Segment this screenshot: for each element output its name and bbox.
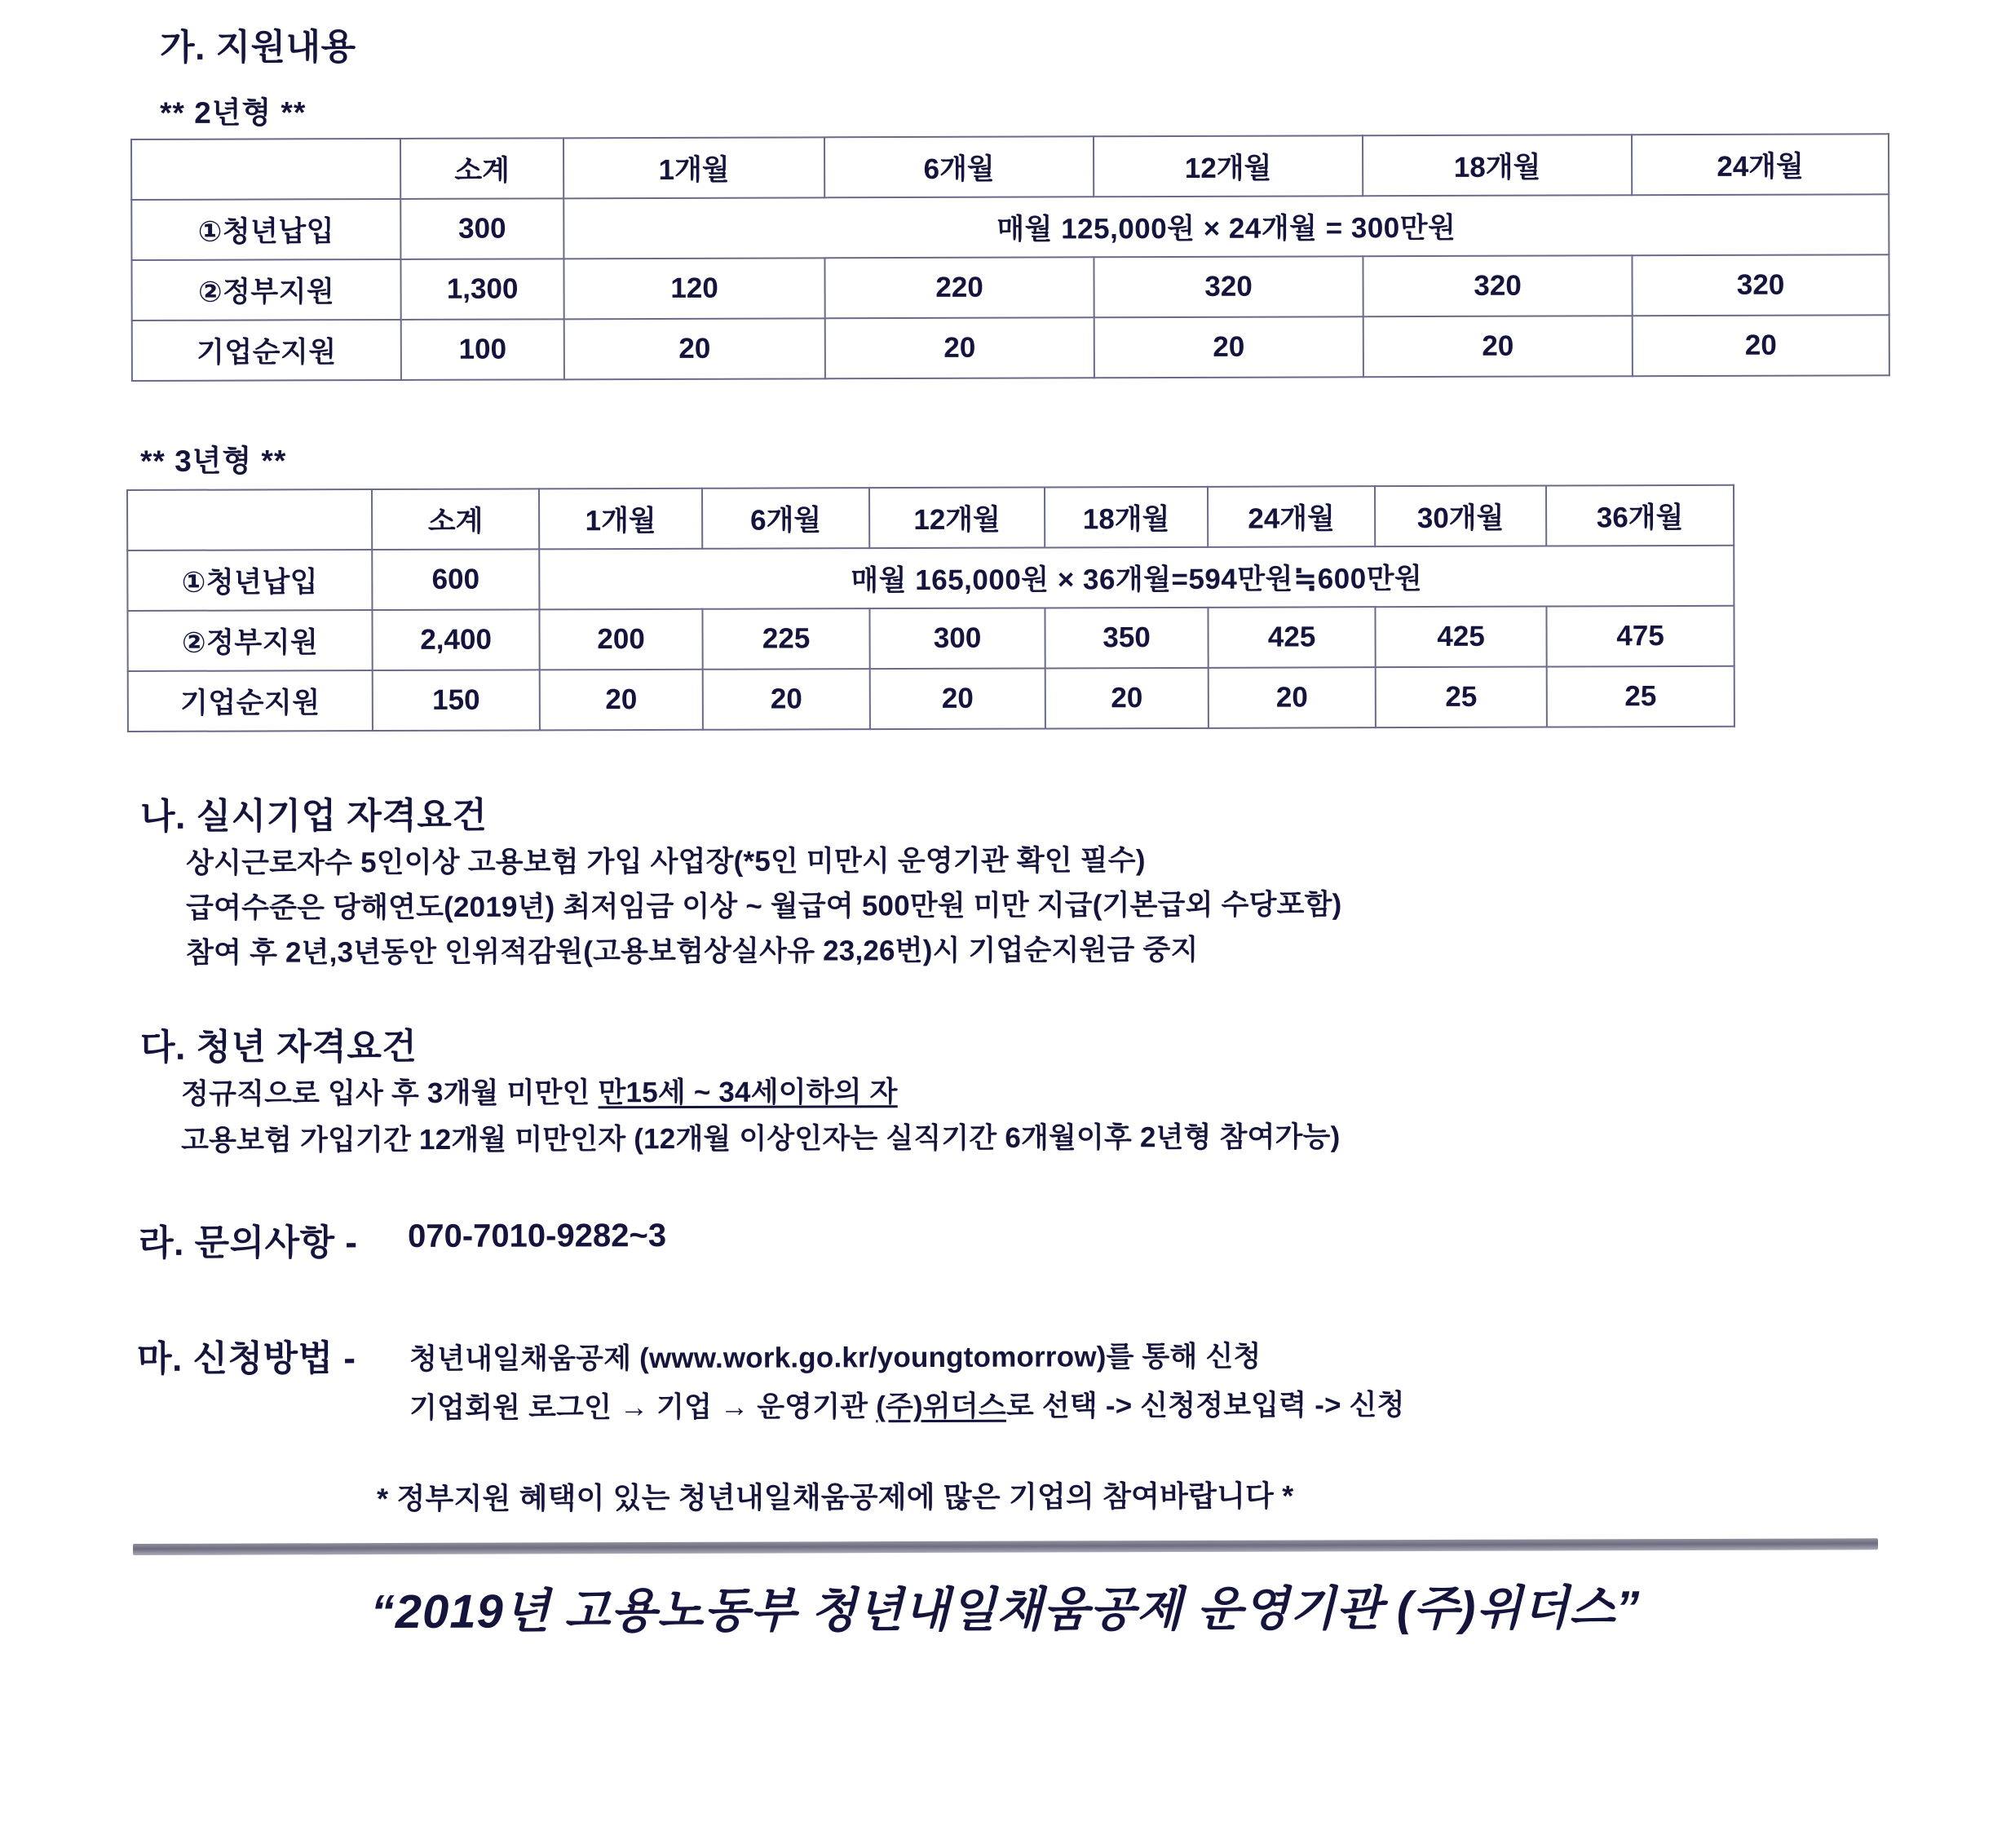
table-2y-row2-v4: 20	[1633, 315, 1889, 376]
table-3y-row1-v2: 300	[869, 608, 1045, 669]
table-3y-col-4: 12개월	[869, 487, 1045, 548]
table-3y-row1-v3: 350	[1045, 608, 1208, 669]
section-e-line-2-underlined: (주)위더스	[876, 1390, 1006, 1423]
table-row	[131, 254, 1889, 321]
section-e-heading: 마. 신청방법 -	[137, 1338, 356, 1379]
table-row	[132, 315, 1889, 381]
table-3y-row2-v3: 20	[1045, 668, 1209, 729]
footer-title: “2019년 고용노동부 청년내일채움공제 운영기관 (주)위더스”	[370, 1581, 1641, 1639]
section-e-line-2-prefix: 기업회원 로그인 → 기업 → 운영기관	[409, 1390, 877, 1424]
table-2y-col-3: 6개월	[824, 136, 1094, 197]
table-3y-wrapper	[126, 484, 1735, 732]
table-2y-col-4: 12개월	[1094, 135, 1363, 197]
table-header-row	[127, 485, 1734, 550]
table-header-row	[131, 134, 1889, 200]
table-3y-col-7: 30개월	[1375, 486, 1546, 547]
table-2y-row1-v2: 320	[1094, 256, 1363, 317]
table-3y-caption: ** 3년형 **	[140, 444, 287, 478]
table-3y-row1-v4: 425	[1208, 607, 1375, 668]
table-3y-row0-subtotal: 600	[372, 549, 539, 610]
table-3y-row2-v1: 20	[703, 669, 870, 730]
table-row	[128, 666, 1734, 732]
section-b-line-1: 상시근로자수 5인이상 고용보험 가입 사업장(*5인 미만시 운영기관 확인 필수)	[186, 844, 1146, 879]
contact-phone: 070-7010-9282~3	[408, 1218, 667, 1254]
section-c-line-2: 고용보험 가입기간 12개월 미만인자 (12개월 이상인자는 실직기간 6개월이후 2년형 참여가능)	[181, 1121, 1341, 1156]
section-a-heading: 가. 지원내용	[160, 27, 356, 68]
section-e-line-1: 청년내일채움공제 (www.work.go.kr/youngtomorrow)를 통해 신청	[409, 1340, 1262, 1375]
table-3y-col-0	[127, 489, 372, 550]
table-3y-row2-v5: 25	[1376, 667, 1547, 728]
table-3y-row1-subtotal: 2,400	[372, 609, 539, 670]
table-3y-col-1: 소계	[372, 489, 539, 550]
table-3y-row2-v0: 20	[540, 670, 703, 731]
section-b-line-3: 참여 후 2년,3년동안 인위적감원(고용보험상실사유 23,26번)시 기업순지원금 중지	[186, 934, 1199, 969]
table-3y-row1-v1: 225	[702, 608, 869, 670]
table-2y-row0-label: ①청년납입	[131, 199, 400, 260]
footer-divider	[133, 1538, 1878, 1555]
table-2y-row1-v0: 120	[563, 258, 824, 319]
section-c-line-1	[181, 1070, 898, 1116]
table-3y-row0-label: ①청년납입	[127, 550, 372, 611]
table-3y-row2-v2: 20	[870, 668, 1045, 729]
table-2y-row2-label: 기업순지원	[132, 320, 401, 381]
support-table-3year	[126, 484, 1735, 732]
table-2y-row1-v1: 220	[824, 257, 1094, 318]
table-2y-row2-v1: 20	[825, 317, 1094, 378]
table-2y-row2-v2: 20	[1094, 316, 1363, 378]
table-3y-col-2: 1개월	[539, 489, 702, 550]
section-c-heading: 다. 청년 자격요건	[140, 1026, 418, 1068]
table-row	[131, 194, 1889, 260]
table-3y-row0-merged: 매월 165,000원 × 36개월=594만원≒600만원	[539, 546, 1734, 610]
table-2y-row1-label: ②정부지원	[131, 259, 400, 321]
table-2y-wrapper	[130, 133, 1890, 382]
table-2y-row1-v3: 320	[1363, 255, 1632, 316]
table-2y-row1-v4: 320	[1632, 254, 1889, 316]
table-2y-row2-v3: 20	[1363, 316, 1633, 377]
table-row	[127, 546, 1734, 611]
table-2y-col-2: 1개월	[563, 137, 824, 198]
table-3y-col-5: 18개월	[1045, 487, 1208, 548]
table-3y-row1-label: ②정부지원	[127, 610, 372, 671]
table-3y-row2-label: 기업순지원	[128, 670, 373, 732]
table-3y-col-3: 6개월	[702, 488, 869, 549]
table-2y-row2-v0: 20	[564, 318, 825, 379]
table-2y-row2-subtotal: 100	[401, 319, 564, 380]
table-3y-row1-v5: 425	[1375, 607, 1546, 668]
table-3y-row1-v6: 475	[1546, 606, 1734, 667]
table-2y-row0-subtotal: 300	[400, 198, 563, 259]
table-3y-row2-v6: 25	[1547, 666, 1734, 727]
table-2y-row1-subtotal: 1,300	[400, 259, 563, 320]
support-table-2year	[130, 133, 1890, 382]
table-2y-caption: ** 2년형 **	[160, 95, 307, 130]
table-2y-col-1: 소계	[400, 138, 563, 199]
section-c-line-1-underlined: 만15세 ~ 34세이하의 자	[598, 1076, 898, 1109]
table-2y-col-6: 24개월	[1632, 134, 1889, 195]
table-row	[127, 606, 1734, 671]
table-3y-row2-subtotal: 150	[373, 670, 540, 731]
table-2y-col-5: 18개월	[1363, 135, 1632, 196]
section-c-line-1-prefix: 정규직으로 입사 후 3개월 미만인	[181, 1077, 599, 1110]
table-3y-col-6: 24개월	[1208, 486, 1375, 547]
section-d-heading: 라. 문의사항 -	[139, 1222, 358, 1263]
table-3y-row2-v4: 20	[1209, 667, 1376, 728]
section-e-line-2	[409, 1383, 1405, 1430]
table-3y-row1-v0: 200	[539, 609, 702, 670]
table-2y-col-0	[131, 139, 400, 200]
section-e-line-2-suffix: 로 선택 -> 신청정보입력 -> 신청	[1005, 1389, 1405, 1422]
section-b-line-2: 급여수준은 당해연도(2019년) 최저임금 이상 ~ 월급여 500만원 미만 지급(기본급외 수당포함)	[186, 888, 1342, 924]
table-3y-col-8: 36개월	[1546, 485, 1734, 546]
section-b-heading: 나. 실시기업 자격요건	[140, 795, 488, 837]
table-2y-row0-merged: 매월 125,000원 × 24개월 = 300만원	[563, 194, 1889, 259]
participation-note: * 정부지원 혜택이 있는 청년내일채움공제에 많은 기업의 참여바랍니다 *	[377, 1479, 1294, 1515]
